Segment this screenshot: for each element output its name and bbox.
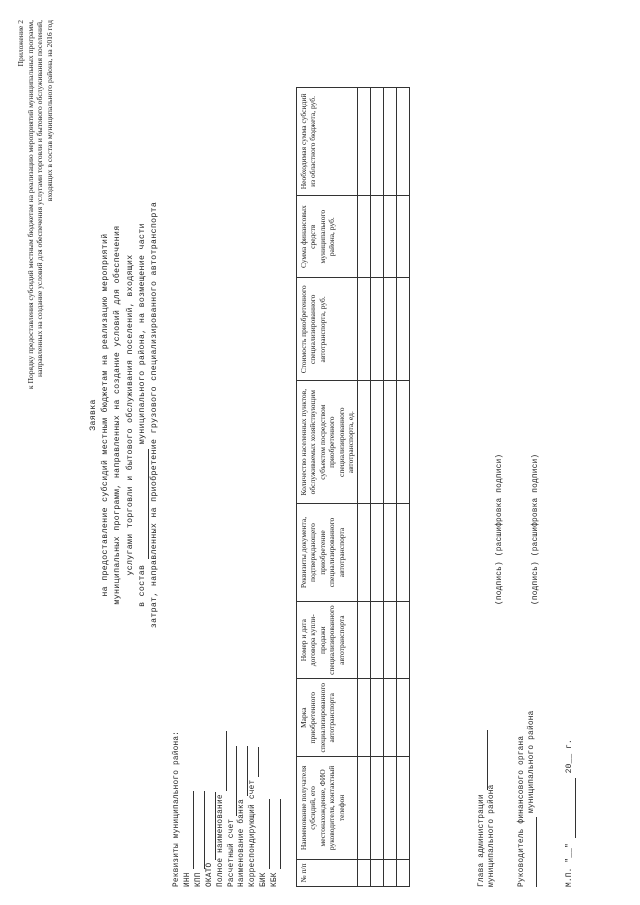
table-row xyxy=(397,88,410,887)
table-cell[interactable] xyxy=(384,601,397,679)
caption-rasshifrovka: (расшифровка подписи) xyxy=(532,453,540,557)
table-cell[interactable] xyxy=(371,679,384,757)
field-account xyxy=(227,731,238,887)
table-cell[interactable] xyxy=(371,601,384,679)
table-cell[interactable] xyxy=(358,195,371,278)
field-label: ОКАТО xyxy=(205,862,214,887)
sig-role: муниципального района xyxy=(527,710,536,813)
col-settlements: Количество населенных пунктов, обслуживаемых хозяйствующим субъектом посредством приобретенного специализированного автотранспорта, ед. xyxy=(297,381,358,504)
table-cell[interactable] xyxy=(358,381,371,504)
field-label: Наименование банка xyxy=(238,799,247,887)
col-contract: Номер и дата договора купли-продажи специализированного автотранспорта xyxy=(297,601,358,679)
table-cell[interactable] xyxy=(397,88,410,196)
full-name-blank[interactable] xyxy=(218,731,227,791)
table-cell[interactable] xyxy=(384,679,397,757)
caption-podpis: (подпись) xyxy=(532,561,540,605)
bik-blank[interactable] xyxy=(261,799,270,869)
table-cell[interactable] xyxy=(371,195,384,278)
appendix-header xyxy=(16,20,54,515)
table-header-row xyxy=(297,88,358,887)
head-admin-blank[interactable] xyxy=(479,730,488,790)
field-kpp xyxy=(194,731,205,887)
table-cell[interactable] xyxy=(397,757,410,860)
application-heading xyxy=(88,105,161,725)
kpp-blank[interactable] xyxy=(196,791,205,869)
field-label: Корреспондирующий счет xyxy=(249,779,258,887)
sig-role: муниципального района xyxy=(487,784,496,887)
col-brand: Марка приобретенного специализированного автотранспорта xyxy=(297,679,358,757)
field-inn xyxy=(183,731,194,887)
col-number: № п/п xyxy=(297,859,358,886)
table-cell[interactable] xyxy=(397,504,410,602)
table-row xyxy=(358,88,371,887)
heading-v-sostave: в состав xyxy=(137,564,147,607)
field-label: КПП xyxy=(194,872,203,887)
sig-line-1 xyxy=(478,730,488,887)
heading-line-district xyxy=(137,105,149,725)
account-blank[interactable] xyxy=(228,746,237,816)
table-cell[interactable] xyxy=(358,859,371,886)
signature-finance-head xyxy=(518,711,537,887)
application-table xyxy=(296,87,410,887)
table-cell[interactable] xyxy=(358,601,371,679)
field-bik xyxy=(259,731,270,887)
table-cell[interactable] xyxy=(371,278,384,381)
appendix-title: Приложение 2 xyxy=(16,20,25,67)
district-name-blank[interactable] xyxy=(140,449,149,559)
table-row xyxy=(371,88,384,887)
heading-line: затрат, направленных на приобретение грузового специализированного автотранспорта xyxy=(150,201,160,629)
col-subsidy-amount: Необходимая сумма субсидий из областного бюджета, руб. xyxy=(297,88,358,196)
table-cell[interactable] xyxy=(371,859,384,886)
table-cell[interactable] xyxy=(371,88,384,196)
finance-head-blank[interactable] xyxy=(528,817,537,887)
table-cell[interactable] xyxy=(358,278,371,381)
table-cell[interactable] xyxy=(384,195,397,278)
heading-word: Заявка xyxy=(89,399,98,431)
col-municipal-funds: Сумма финансовых средств муниципального района, руб. xyxy=(297,195,358,278)
field-bank xyxy=(237,731,248,887)
inn-blank[interactable] xyxy=(185,791,194,869)
stamp-date-line xyxy=(566,739,576,887)
signature-captions-1 xyxy=(496,454,506,605)
table-cell[interactable] xyxy=(358,88,371,196)
table-cell[interactable] xyxy=(371,504,384,602)
requisites-title: Реквизиты муниципального района: xyxy=(173,730,181,887)
table-cell[interactable] xyxy=(384,504,397,602)
field-kbk xyxy=(270,731,281,887)
sig-line-1 xyxy=(518,711,528,887)
bank-blank[interactable] xyxy=(239,746,248,796)
table-cell[interactable] xyxy=(358,679,371,757)
caption-rasshifrovka: (расшифровка подписи) xyxy=(496,453,504,557)
table-cell[interactable] xyxy=(384,381,397,504)
table-cell[interactable] xyxy=(384,278,397,381)
kbk-blank[interactable] xyxy=(272,799,281,869)
field-label: Расчетный счет xyxy=(227,818,236,887)
heading-line: на предоставление субсидий местным бюджетам на реализацию мероприятий xyxy=(101,233,111,597)
sig-line-2 xyxy=(528,711,538,887)
appendix-line: к Порядку предоставления субсидий местным бюджетам на реализацию мероприятий муниципальных программ, xyxy=(25,20,35,390)
table-cell[interactable] xyxy=(384,88,397,196)
appendix-line: направленных на создание условий для обеспечения услугами торговли и бытового обслуживания поселений, xyxy=(35,20,45,377)
field-label: Полное наименование xyxy=(216,794,225,887)
okato-blank[interactable] xyxy=(207,792,216,860)
heading-line: услугами торговли и бытового обслуживания поселений, входящих xyxy=(125,254,135,576)
field-label: КБК xyxy=(271,872,280,887)
table-cell[interactable] xyxy=(397,679,410,757)
table-cell[interactable] xyxy=(358,757,371,860)
heading-line: муниципальных программ, направленных на создание условий для обеспечения xyxy=(113,225,123,605)
signature-head-admin xyxy=(478,730,497,887)
table-row xyxy=(384,88,397,887)
table-cell[interactable] xyxy=(397,195,410,278)
col-cost: Стоимость приобретенного специализированного автотранспорта, руб. xyxy=(297,278,358,381)
caption-podpis: (подпись) xyxy=(496,561,504,605)
requisites-block xyxy=(172,731,281,887)
table-cell[interactable] xyxy=(397,859,410,886)
signature-captions-2 xyxy=(532,454,542,605)
table-cell[interactable] xyxy=(371,757,384,860)
appendix-line: входящих в состав муниципального района, на 2016 год xyxy=(44,20,54,202)
field-label: ИНН xyxy=(183,872,192,887)
field-corr-account xyxy=(248,731,259,887)
heading-line: муниципального района, на возмещение части xyxy=(137,223,147,445)
col-recipient: Наименование получателя субсидий, его местонахождение, ФИО руководителя, контактный телефон xyxy=(297,757,358,860)
table-cell[interactable] xyxy=(384,859,397,886)
field-full-name xyxy=(216,731,227,887)
table-cell[interactable] xyxy=(397,278,410,381)
field-okato xyxy=(205,731,216,887)
table-cell[interactable] xyxy=(397,601,410,679)
sig-role: Руководитель финансового органа xyxy=(518,735,526,887)
sig-line-2 xyxy=(488,730,498,887)
table-cell[interactable] xyxy=(371,381,384,504)
field-label: БИК xyxy=(260,872,269,887)
col-document: Реквизиты документа, подтверждающего приобретение специализированного автотранспорта xyxy=(297,504,358,602)
table-cell[interactable] xyxy=(358,504,371,602)
table-cell[interactable] xyxy=(397,381,410,504)
corr-account-blank[interactable] xyxy=(250,747,259,777)
table-cell[interactable] xyxy=(384,757,397,860)
year-label: 20__ г. xyxy=(566,739,574,774)
sig-role: Глава администрации xyxy=(478,794,486,887)
date-month-blank[interactable] xyxy=(567,778,576,838)
mp-label: М.П. "__" xyxy=(566,843,574,887)
